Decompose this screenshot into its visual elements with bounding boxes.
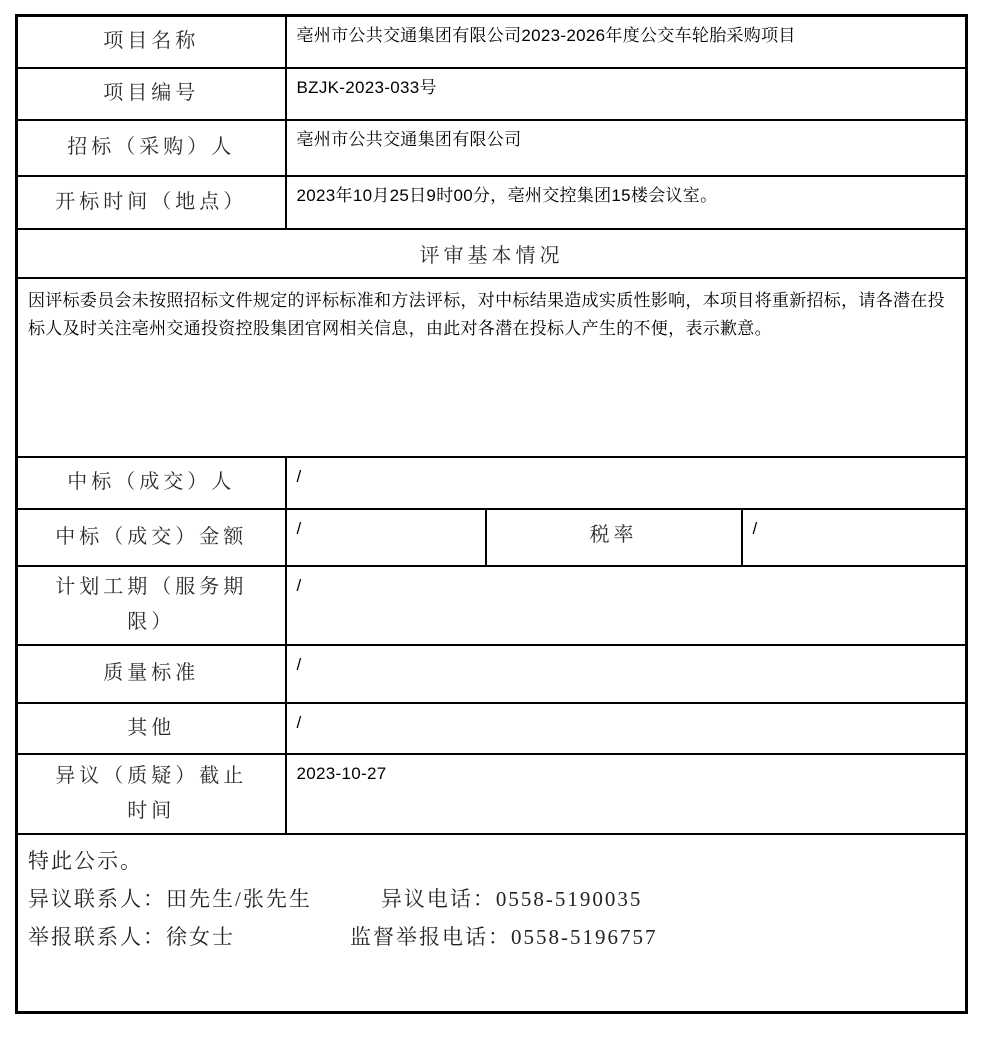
row-project-code — [17, 68, 967, 120]
row-footer — [17, 834, 967, 1013]
announcement-page — [0, 14, 982, 1038]
footer-report-contact-line: 举报联系人：徐女士 监督举报电话：0558-5196757 — [28, 924, 658, 949]
objection-deadline-label: 异议（质疑）截止时间 — [17, 754, 286, 834]
amount-label: 中标（成交）金额 — [17, 509, 286, 566]
tax-rate-label: 税率 — [486, 509, 742, 566]
row-amount-tax — [17, 509, 967, 566]
footer-announce-line: 特此公示。 — [28, 848, 143, 873]
row-objection-deadline — [17, 754, 967, 834]
footer-note — [17, 834, 967, 1013]
project-name-value: 亳州市公共交通集团有限公司2023-2026年度公交车轮胎采购项目 — [286, 16, 967, 68]
row-bid-opening — [17, 176, 967, 229]
review-section-header: 评审基本情况 — [17, 229, 967, 278]
project-code-label: 项目编号 — [17, 68, 286, 120]
winner-value: / — [286, 457, 967, 509]
bid-opening-label: 开标时间（地点） — [17, 176, 286, 229]
amount-value: / — [286, 509, 486, 566]
row-project-name — [17, 16, 967, 68]
objection-deadline-value: 2023-10-27 — [286, 754, 967, 834]
winner-label: 中标（成交）人 — [17, 457, 286, 509]
bid-result-table — [15, 14, 968, 1014]
row-other — [17, 703, 967, 754]
bid-opening-value: 2023年10月25日9时00分，亳州交控集团15楼会议室。 — [286, 176, 967, 229]
row-review-header — [17, 229, 967, 278]
duration-label: 计划工期（服务期限） — [17, 566, 286, 645]
project-name-label: 项目名称 — [17, 16, 286, 68]
row-review-body — [17, 278, 967, 457]
row-quality — [17, 645, 967, 703]
project-code-value: BZJK-2023-033号 — [286, 68, 967, 120]
row-winner — [17, 457, 967, 509]
purchaser-label: 招标（采购）人 — [17, 120, 286, 176]
quality-label: 质量标准 — [17, 645, 286, 703]
footer-objection-contact-line: 异议联系人：田先生/张先生 异议电话：0558-5190035 — [28, 886, 643, 911]
other-label: 其他 — [17, 703, 286, 754]
quality-value: / — [286, 645, 967, 703]
duration-value: / — [286, 566, 967, 645]
purchaser-value: 亳州市公共交通集团有限公司 — [286, 120, 967, 176]
tax-rate-value: / — [742, 509, 967, 566]
other-value: / — [286, 703, 967, 754]
row-purchaser — [17, 120, 967, 176]
row-duration — [17, 566, 967, 645]
review-body-text: 因评标委员会未按照招标文件规定的评标标准和方法评标，对中标结果造成实质性影响，本项目将重新招标，请各潜在投标人及时关注亳州交通投资控股集团官网相关信息，由此对各潜在投标人产生的不便，表示歉意。 — [17, 278, 967, 457]
